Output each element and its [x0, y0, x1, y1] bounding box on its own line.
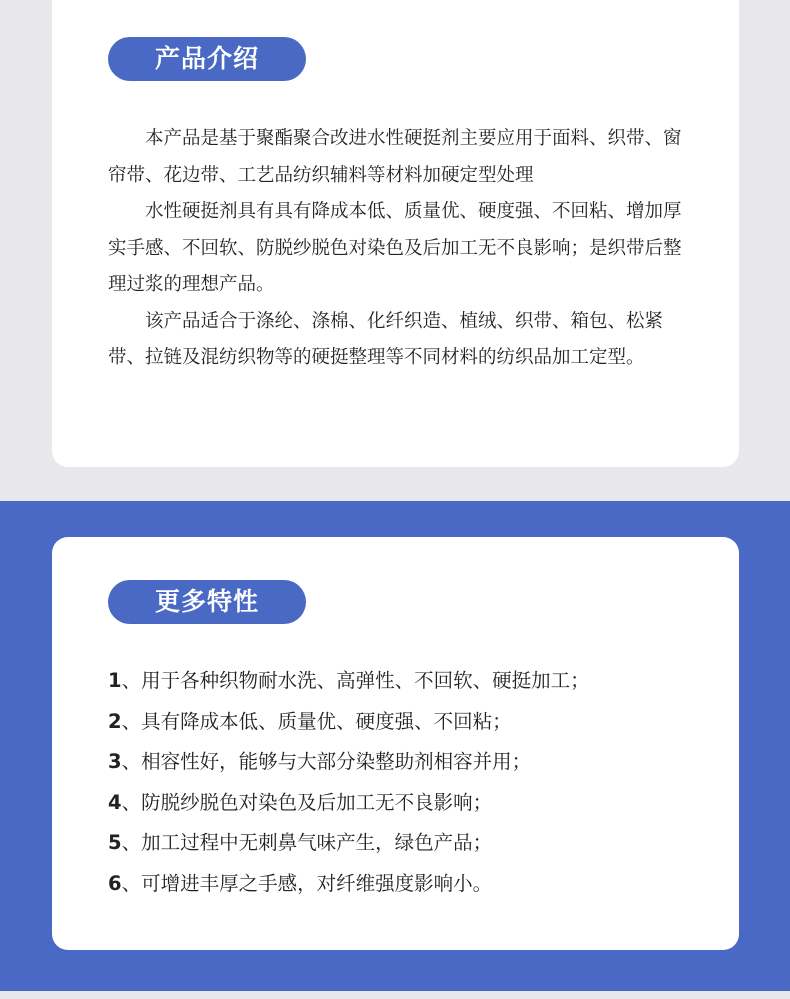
feature-number: 2 [108, 709, 122, 733]
feature-number: 3 [108, 750, 122, 773]
feature-text: 、防脱纱脱色对染色及后加工无不良影响； [121, 790, 493, 814]
list-item [108, 702, 708, 743]
list-item [108, 661, 708, 702]
feature-list [108, 661, 708, 904]
list-item [108, 864, 708, 905]
bottom-strip [0, 991, 790, 999]
feature-text: 、加工过程中无刺鼻气味产生，绿色产品； [121, 831, 493, 854]
feature-number: 5 [108, 831, 122, 854]
feature-text: 、相容性好，能够与大部分染整助剂相容并用； [121, 750, 532, 773]
list-item [108, 742, 708, 783]
intro-heading-badge: 产品介绍 [108, 37, 306, 81]
feature-text: 、具有降成本低、质量优、硬度强、不回粘； [121, 709, 512, 733]
intro-body [108, 121, 688, 377]
intro-paragraph: 该产品适合于涤纶、涤棉、化纤织造、植绒、织带、箱包、松紧带、拉链及混纺织物等的硬挺整理等不同材料的纺织品加工定型。 [108, 310, 664, 368]
feature-text: 、可增进丰厚之手感，对纤维强度影响小。 [121, 871, 493, 895]
intro-paragraph: 本产品是基于聚酯聚合改进水性硬挺剂主要应用于面料、织带、窗帘带、花边带、工艺品纺织辅料等材料加硬定型处理 [108, 128, 682, 186]
features-heading-badge: 更多特性 [108, 580, 306, 624]
list-item [108, 783, 708, 824]
feature-number: 6 [108, 871, 122, 895]
list-item [108, 823, 708, 864]
feature-number: 1 [108, 669, 122, 692]
intro-paragraph: 水性硬挺剂具有具有降成本低、质量优、硬度强、不回粘、增加厚实手感、不回软、防脱纱脱色对染色及后加工无不良影响；是织带后整理过浆的理想产品。 [108, 201, 682, 295]
feature-text: 、用于各种织物耐水洗、高弹性、不回软、硬挺加工； [121, 669, 590, 692]
feature-number: 4 [108, 790, 122, 814]
